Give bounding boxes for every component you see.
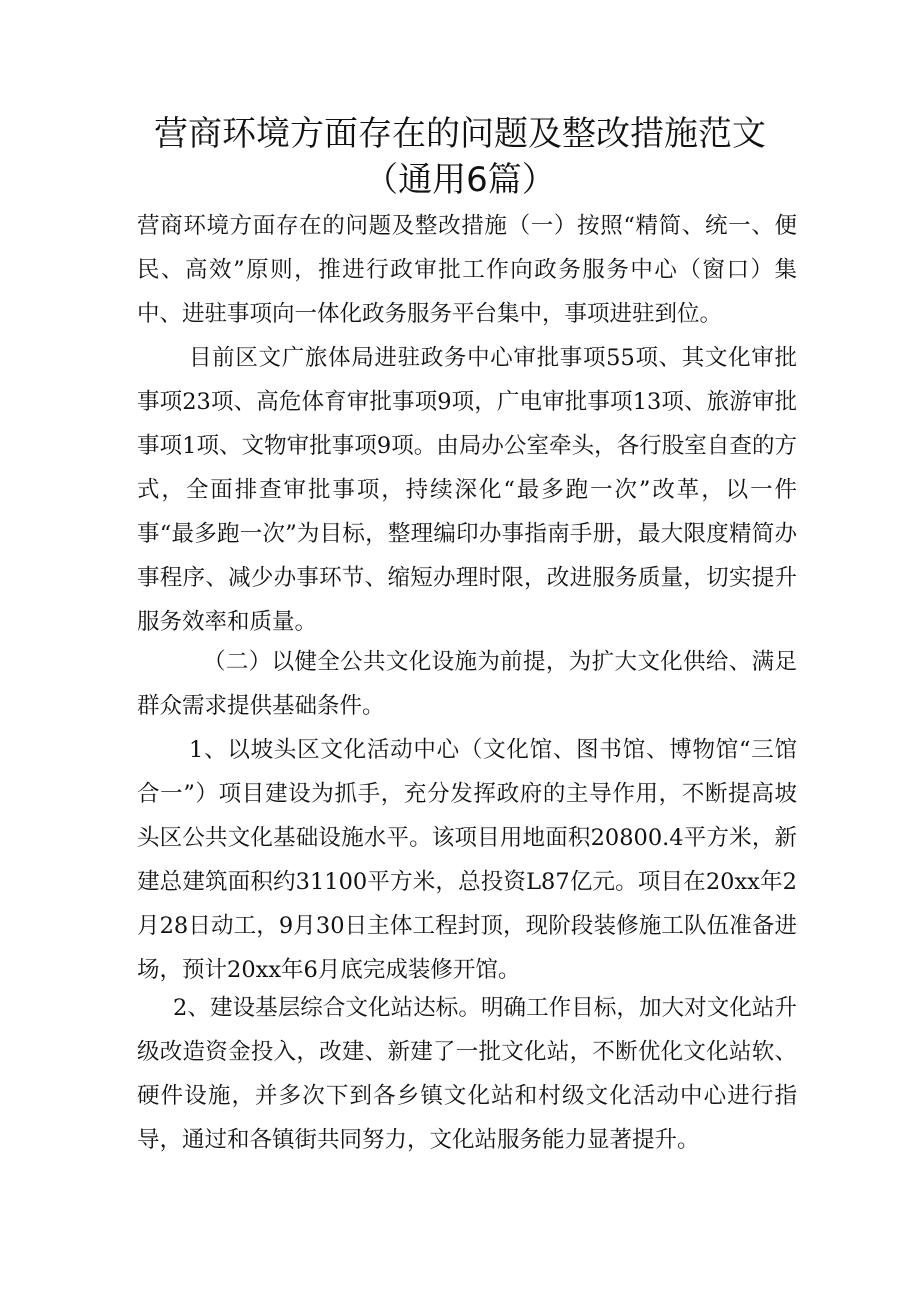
- document-title: 营商环境方面存在的问题及整改措施范文: [154, 114, 766, 154]
- paragraph-4: 1、以坡头区文化活动中心（文化馆、图书馆、博物馆“三馆合一”）项目建设为抓手，充分发挥政府的主导作用，不断提高坡头区公共文化基础设施水平。该项目用地面积20800.4平方米，新建总建筑面积约31100平方米，总投资L87亿元。项目在20xx年2月28日动工，9月30日主体工程封顶，现阶段装修施工队伍准备进场，预计20xx年6月底完成装修开馆。: [137, 737, 797, 983]
- paragraph-2: 目前区文广旅体局进驻政务中心审批事项55项、其文化审批事项23项、高危体育审批事项9项，广电审批事项13项、旅游审批事项1项、文物审批事项9项。由局办公室牵头，各行股室自查的方式，全面排查审批事项，持续深化“最多跑一次”改革，以一件事“最多跑一次”为目标，整理编印办事指南手册，最大限度精简办事程序、减少办事环节、缩短办理时限，改进服务质量，切实提升服务效率和质量。: [137, 345, 797, 635]
- paragraph-1: 营商环境方面存在的问题及整改措施（一）按照“精简、统一、便民、高效”原则，推进行政审批工作向政务服务中心（窗口）集中、进驻事项向一体化政务服务平台集中，事项进驻到位。: [137, 213, 797, 327]
- paragraph-5: 2、建设基层综合文化站达标。明确工作目标，加大对文化站升级改造资金投入，改建、新建了一批文化站，不断优化文化站软、硬件设施，并多次下到各乡镇文化站和村级文化活动中心进行指导，通过和各镇街共同努力，文化站服务能力显著提升。: [137, 995, 797, 1153]
- paragraph-3: （二）以健全公共文化设施为前提，为扩大文化供给、满足群众需求提供基础条件。: [137, 649, 797, 719]
- document-subtitle: （通用6篇）: [364, 160, 556, 200]
